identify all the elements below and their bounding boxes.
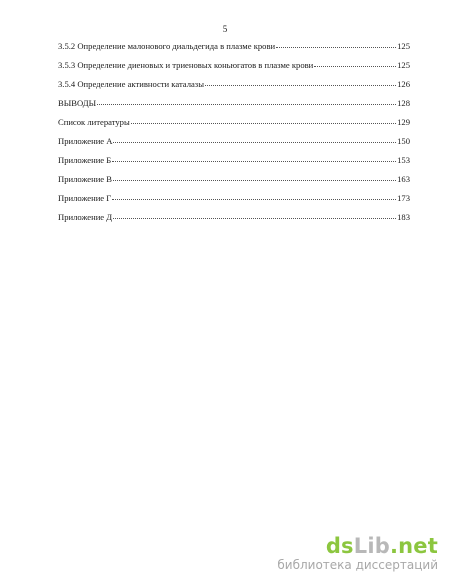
toc-entry <box>58 116 410 135</box>
logo-lib: Lib <box>353 534 390 558</box>
toc-entry-title: Приложение В <box>58 174 113 184</box>
toc-entry-page: 126 <box>397 79 410 89</box>
table-of-contents <box>58 40 410 230</box>
toc-entry-page: 150 <box>397 136 410 146</box>
toc-entry-page: 173 <box>397 193 410 203</box>
watermark-tagline: библиотека диссертаций <box>277 558 438 572</box>
toc-dot-leader <box>314 58 396 67</box>
toc-dot-leader <box>113 134 396 143</box>
toc-dot-leader <box>112 153 396 162</box>
toc-entry <box>58 59 410 78</box>
toc-entry <box>58 40 410 59</box>
toc-entry-title: Приложение Д <box>58 212 113 222</box>
toc-entry <box>58 173 410 192</box>
toc-dot-leader <box>112 191 396 200</box>
toc-entry-title: 3.5.2 Определение малонового диальдегида в плазме крови <box>58 41 276 51</box>
toc-dot-leader <box>205 77 396 86</box>
toc-dot-leader <box>113 172 396 181</box>
toc-entry-title: ВЫВОДЫ <box>58 98 97 108</box>
toc-dot-leader <box>276 39 396 48</box>
toc-entry-page: 125 <box>397 41 410 51</box>
toc-entry <box>58 78 410 97</box>
toc-entry <box>58 211 410 230</box>
toc-entry-page: 183 <box>397 212 410 222</box>
logo-net: .net <box>389 534 438 558</box>
toc-entry-page: 163 <box>397 174 410 184</box>
toc-entry <box>58 97 410 116</box>
toc-entry-page: 129 <box>397 117 410 127</box>
dslib-watermark <box>277 535 438 572</box>
toc-entry-title: 3.5.3 Определение диеновых и триеновых коньюгатов в плазме крови <box>58 60 314 70</box>
dslib-logo <box>277 535 438 557</box>
toc-entry-title: Приложение Б <box>58 155 112 165</box>
toc-entry-page: 125 <box>397 60 410 70</box>
toc-dot-leader <box>131 115 396 124</box>
toc-entry-page: 128 <box>397 98 410 108</box>
toc-entry-page: 153 <box>397 155 410 165</box>
toc-entry-title: Приложение Г <box>58 193 112 203</box>
toc-entry-title: Список литературы <box>58 117 130 127</box>
toc-entry <box>58 135 410 154</box>
toc-entry-title: 3.5.4 Определение активности каталазы <box>58 79 204 89</box>
toc-dot-leader <box>97 96 396 105</box>
page-number: 5 <box>222 24 228 34</box>
toc-dot-leader <box>113 210 396 219</box>
toc-entry <box>58 154 410 173</box>
toc-entry <box>58 192 410 211</box>
toc-entry-title: Приложение А <box>58 136 113 146</box>
logo-ds: ds <box>325 534 354 558</box>
